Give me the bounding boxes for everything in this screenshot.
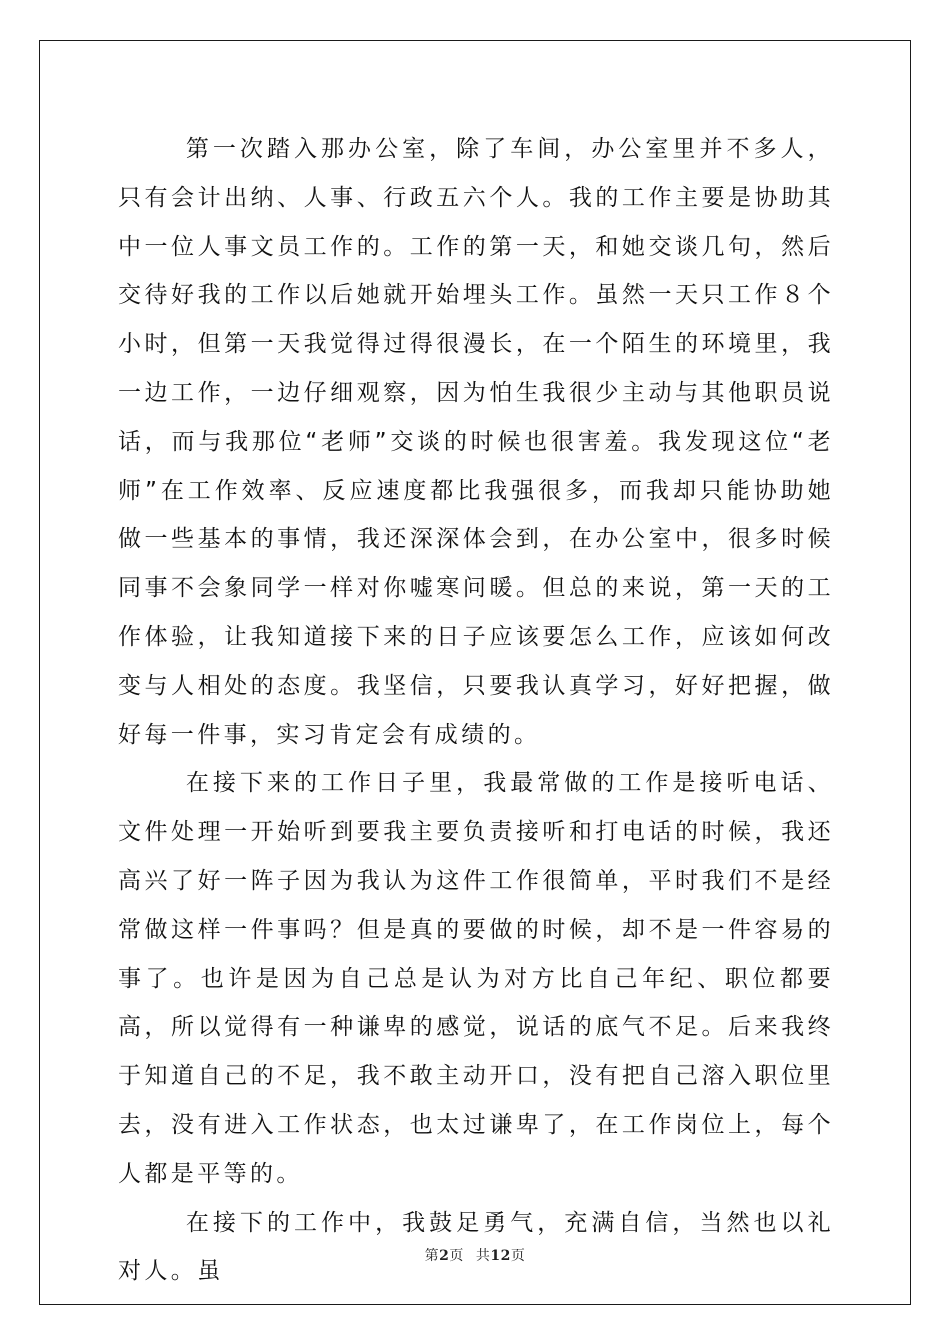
paragraph-2: 在接下来的工作日子里，我最常做的工作是接听电话、文件处理一开始听到要我主要负责接听和打电话的时候，我还高兴了好一阵子因为我认为这件工作很简单，平时我们不是经常做这样一件事吗？但是真的要做的时候，却不是一件容易的事了。也许是因为自己总是认为对方比自己年纪、职位都要高，所以觉得有一种谦卑的感觉，说话的底气不足。后来我终于知道自己的不足，我不敢主动开口，没有把自己溶入职位里去，没有进入工作状态，也太过谦卑了，在工作岗位上，每个人都是平等的。 [118,770,834,1187]
page-suffix: 页 [449,1248,464,1264]
document-body [118,125,834,1296]
total-prefix: 共 [475,1248,491,1264]
page-prefix: 第 [424,1248,440,1264]
total-suffix: 页 [510,1248,526,1264]
paragraph-3: 在接下的工作中，我鼓足勇气，充满自信，当然也以礼对人。虽 [118,1209,834,1285]
page-total: 12 [490,1248,511,1264]
page-number: 2 [439,1248,450,1264]
page-footer [0,1245,950,1265]
paragraph-1: 第一次踏入那办公室，除了车间，办公室里并不多人，只有会计出纳、人事、行政五六个人。我的工作主要是协助其中一位人事文员工作的。工作的第一天，和她交谈几句，然后交待好我的工作以后她就开始埋头工作。虽然一天只工作８个小时，但第一天我觉得过得很漫长，在一个陌生的环境里，我一边工作，一边仔细观察，因为怕生我很少主动与其他职员说话，而与我那位“老师”交谈的时候也很害羞。我发现这位“老师”在工作效率、反应速度都比我强很多，而我却只能协助她做一些基本的事情，我还深深体会到，在办公室中，很多时候同事不会象同学一样对你嘘寒问暖。但总的来说，第一天的工作体验，让我知道接下来的日子应该要怎么工作，应该如何改变与人相处的态度。我坚信，只要我认真学习，好好把握，做好每一件事，实习肯定会有成绩的。 [118,136,834,748]
